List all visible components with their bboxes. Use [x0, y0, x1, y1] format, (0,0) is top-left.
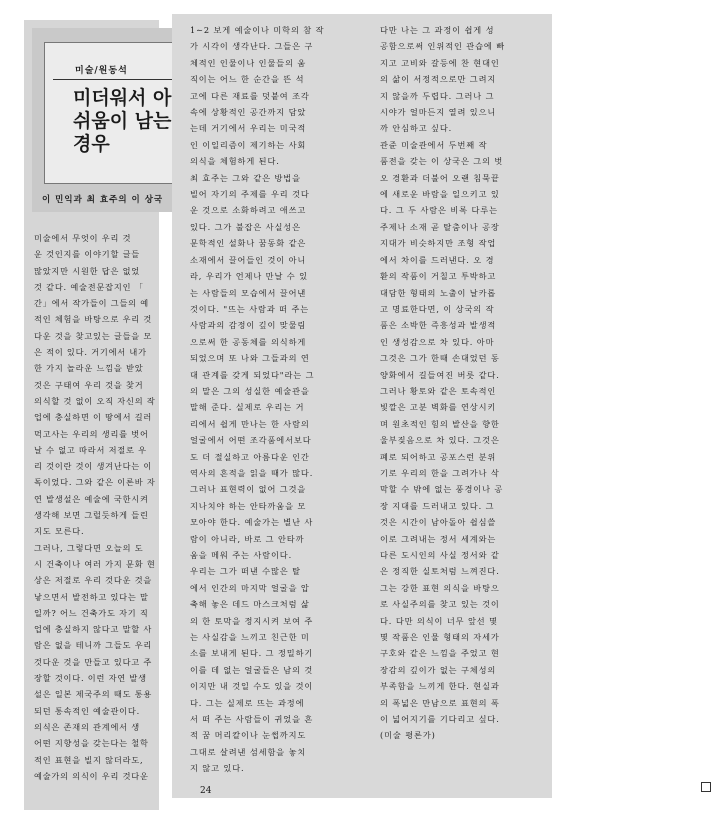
- text-line: 최 효주는 그와 같은 방법을: [190, 172, 301, 183]
- text-line: 는데 거기에서 우리는 미국적: [190, 123, 307, 134]
- text-line: 품전을 갖는 이 상국은 그의 벗: [380, 156, 504, 167]
- text-line: 먹고사는 우리의 생리를 벗어: [34, 428, 149, 439]
- text-line: 그것은 그가 한때 손대었던 동: [380, 353, 500, 364]
- text-line: 은 정직한 실토처럼 느껴진다.: [380, 566, 500, 577]
- text-line: 어떤 지향성을 갖는다는 철학: [34, 738, 149, 749]
- text-line: 있다. 그가 불잡은 사실성은: [190, 221, 301, 232]
- text-line: 미술에서 무엇이 우리 것: [34, 233, 132, 243]
- text-line: 는 사람들의 모습에서 끌어낸: [190, 287, 307, 298]
- text-line: 울부짖음으로 차 있다. 그것은: [380, 435, 500, 446]
- text-line: 시 건축이나 여러 가지 문화 현: [34, 558, 156, 569]
- text-line: 다만 나는 그 과정이 쉽게 성: [380, 25, 495, 35]
- text-column-left: [190, 22, 368, 777]
- text-line: 낳으면서 발전하고 있다는 말: [34, 591, 149, 602]
- text-line: 그러나 황토와 같은 토속적인: [380, 385, 497, 396]
- text-line: 까 안심하고 싶다.: [380, 123, 453, 134]
- text-line: 다. 그는 실제로 뜨는 과정에: [190, 697, 305, 708]
- text-line: 에서 인간의 마지막 얼굴을 압: [190, 582, 310, 593]
- text-line: 인 생성감으로 차 있다. 아마: [380, 336, 495, 347]
- text-line: 도 더 절실하고 아름다운 인간: [190, 451, 310, 462]
- text-line: 축해 놓은 데드 마스크처럼 삶: [190, 599, 310, 610]
- title-box: [32, 28, 182, 212]
- text-line: 연 발생설은 예술에 국한시켜: [34, 493, 149, 504]
- text-line: 구호와 같은 느낌을 주었고 현: [380, 648, 500, 659]
- article-title: 미더워서 아쉬움이 남는 경우: [73, 87, 172, 155]
- text-line: 의식은 존재의 관계에서 생: [34, 721, 141, 732]
- text-line: 적인 체험을 바탕으로 우리 것: [34, 314, 153, 325]
- text-line: 것 같다. 예술전문잡지인 「: [34, 281, 144, 292]
- text-line: 간」에서 작가들이 그들의 예: [34, 298, 149, 309]
- text-line: 다. 다만 의식이 너무 앞선 몇: [380, 615, 498, 626]
- text-line: 라, 우리가 언제나 만날 수 있: [190, 271, 308, 282]
- text-line: 고에 다른 재료를 덧붙여 조각: [190, 90, 310, 101]
- text-line: 지도 모른다.: [34, 526, 85, 537]
- text-line: 그대로 살려낸 섬세함을 놓치: [190, 746, 307, 757]
- text-line: 환의 작품이 거칠고 투박하고: [380, 271, 497, 282]
- text-line: 지고 고비와 갈등에 찬 현대인: [380, 57, 500, 68]
- end-mark: [701, 782, 711, 792]
- text-line: 는 사실감을 느끼고 친근한 미: [190, 632, 310, 643]
- text-line: 생각해 보면 그럴듯하게 들린: [34, 510, 149, 521]
- title-panel: [44, 42, 186, 184]
- text-line: 모아야 한다. 예술가는 별난 사: [190, 517, 314, 528]
- text-line: 부족함을 느끼게 한다. 현실과: [380, 681, 500, 692]
- text-line: 빌어 자기의 주제를 우리 것다: [190, 189, 310, 200]
- text-line: 업에 충실하면 이 땅에서 길러: [34, 412, 153, 423]
- page-number: 24: [200, 786, 212, 796]
- text-line: 장감의 깊이가 없는 구체성의: [380, 664, 497, 675]
- text-line: 공함으로써 인위적인 관습에 빠: [380, 41, 506, 52]
- text-line: 은 적이 있다. 거기에서 내가: [34, 347, 147, 358]
- text-line: 으로써 한 공동체를 의식하게: [190, 336, 307, 347]
- text-line: 운 것으로 소화하려고 애쓰고: [190, 205, 307, 216]
- text-line: 일까? 어느 건축가도 자기 직: [34, 607, 149, 618]
- text-line: 지대가 비슷하지만 조형 작업: [380, 238, 497, 249]
- text-line: 움을 메워 주는 사람이다.: [190, 550, 293, 560]
- text-line: 다. 그 두 사람은 비록 다루는: [380, 205, 498, 216]
- text-line: 것다운 것을 만들고 있다고 주: [34, 656, 153, 667]
- text-line: 이지만 내 것일 수도 있을 것이: [190, 681, 314, 692]
- text-line: 대담한 형태의 노출이 날카롭: [380, 287, 497, 298]
- text-line: 리 것이란 것이 생겨난다는 이: [34, 461, 153, 472]
- left-page-clipping: [24, 20, 172, 810]
- title-rule: [53, 79, 183, 80]
- text-line: 것은 시간이 남아돌아 쉽심쓸: [380, 517, 497, 528]
- text-line: 소재에서 끌어들인 것이 아니: [190, 254, 307, 265]
- text-line: 직이는 어느 한 순간을 뜬 석: [190, 74, 305, 85]
- text-line: 되었으며 또 나와 그들과의 연: [190, 353, 310, 364]
- text-line: 서 떠 주는 사람들이 귀었을 흔: [190, 714, 314, 725]
- right-page: [172, 14, 552, 798]
- text-line: 속에 상황적인 공간까지 담았: [190, 107, 307, 118]
- text-line: 폐로 되어하고 공포스런 분위: [380, 451, 497, 462]
- text-line: (미술 평론가): [380, 730, 436, 741]
- text-line: 적인 표현을 빌지 않더라도,: [34, 754, 144, 765]
- author-line: 이 민익과 최 효주의 이 상국: [42, 195, 164, 205]
- section-label: 미술/원동석: [75, 66, 128, 76]
- text-line: 역사의 흔적을 읽을 때가 많다.: [190, 467, 314, 478]
- text-line: 의 삶이 서정적으로만 그려지: [380, 74, 497, 85]
- text-line: 업에 충실하지 않다고 말할 사: [34, 624, 153, 635]
- text-line: 얼굴에서 어떤 조각품에서보다: [190, 435, 312, 446]
- text-line: 오 경환과 더불어 오랜 침묵끝: [380, 172, 500, 183]
- text-line: 빛깔은 고분 벽화를 연상시키: [380, 402, 497, 413]
- text-line: 이로 그려내는 정서 세계와는: [380, 533, 497, 544]
- text-line: 품은 소박한 즉흥성과 발생적: [380, 320, 497, 331]
- text-line: 그러나 표현력이 없어 그것을: [190, 484, 307, 495]
- text-line: 에서 차이를 드러낸다. 오 경: [380, 254, 495, 265]
- text-line: 장할 것이다. 이런 자연 발생: [34, 673, 147, 684]
- text-line: 많았지만 시원한 답은 없었: [34, 265, 141, 276]
- text-line: 며 원초적인 힘의 발산을 향한: [380, 418, 500, 429]
- text-line: 람이 아니라, 바로 그 안타까: [190, 533, 305, 544]
- text-line: 리에서 쉽게 만나는 한 사람의: [190, 418, 310, 429]
- text-line: 인 이일리즘이 제기하는 사회: [190, 139, 307, 150]
- text-line: 날 수 없고 따라서 저절로 우: [34, 444, 147, 455]
- text-line: 되던 통속적인 예술관이다.: [34, 705, 141, 716]
- text-line: 지 않고 있다.: [190, 763, 245, 774]
- text-line: 것이다. "뜨는 사람과 떠 주는: [190, 303, 310, 314]
- text-line: 다른 도시인의 사실 정서와 같: [380, 550, 500, 560]
- text-line: 로 사실주의를 찾고 있는 것이: [380, 599, 500, 610]
- text-line: 말해 준다. 실제로 우리는 거: [190, 402, 305, 413]
- text-line: 대 관계를 갖게 되었다"라는 그: [190, 369, 315, 380]
- text-line: 고 명료한다면, 이 상국의 작: [380, 303, 495, 314]
- text-line: 의식할 것 없이 오직 자신의 작: [34, 395, 156, 406]
- text-line: 한 가지 놀라운 느낌을 받았: [34, 363, 144, 374]
- text-line: 지나치야 하는 안타까움을 모: [190, 500, 307, 511]
- text-line: 이 넓어지기를 기다리고 싶다.: [380, 714, 500, 725]
- text-line: 의 말은 그의 성실한 예술관을: [190, 385, 310, 396]
- text-line: 양화에서 길들여진 버릇 같다.: [380, 369, 500, 380]
- text-line: 문학적인 설화나 꿈동화 같은: [190, 238, 307, 249]
- text-line: 관쥰 미술관에서 두번째 작: [380, 139, 488, 150]
- text-line: 가 시각이 생각난다. 그들은 구: [190, 41, 314, 52]
- text-line: 의식을 체험하게 된다.: [190, 156, 280, 167]
- text-line: 막할 수 밖에 없는 풍경이나 공: [380, 484, 504, 495]
- text-line: 기로 우리의 한을 그려가나 삭: [380, 467, 500, 478]
- text-line: 장 지대를 드러내고 있다. 그: [380, 500, 495, 511]
- text-line: 독이었다. 그와 같은 이론바 자: [34, 477, 156, 488]
- text-line: 그러나, 그렇다면 오늘의 도: [34, 542, 144, 553]
- text-line: 상은 저절로 우리 것다운 것을: [34, 575, 153, 586]
- text-line: 운 것인지를 이야기할 글들: [34, 249, 141, 260]
- text-line: 다운 것을 찾고있는 글들을 모: [34, 330, 153, 341]
- text-line: 체적인 인물이나 인물들의 움: [190, 57, 307, 68]
- text-line: 그는 강한 표현 의식을 바탕으: [380, 582, 500, 593]
- text-line: 이를 데 없는 얼굴들은 남의 것: [190, 664, 314, 675]
- text-line: 사람과의 감정이 깊이 맞물림: [190, 320, 307, 331]
- text-line: 적 꿈 머리칼이나 눈썹까지도: [190, 730, 307, 741]
- text-line: 에 새로운 바람을 일으키고 있: [380, 189, 500, 200]
- text-line: 예술가의 의식이 우리 것다운: [34, 770, 149, 781]
- text-line: 의 폭넓은 만남으로 표현의 폭: [380, 697, 500, 708]
- text-column-right: [380, 22, 548, 744]
- text-line: 설은 일본 제국주의 때도 통용: [34, 689, 153, 700]
- text-line: 의 한 토막을 정지시켜 보여 주: [190, 615, 314, 626]
- text-line: 지 않을까 두렵다. 그러나 그: [380, 90, 495, 101]
- text-line: 주제나 소재 곧 탈춤이나 공장: [380, 221, 500, 232]
- text-line: 것은 구태여 우리 것을 찾거: [34, 379, 144, 390]
- text-line: 1∼2 보게 예술이나 미학의 참 작: [190, 25, 325, 35]
- left-body-text: [34, 230, 194, 784]
- text-line: 몇 작품은 인물 형태의 자세가: [380, 632, 500, 643]
- text-line: 우리는 그가 떠낸 수많은 탈: [190, 566, 301, 577]
- text-line: 시야가 얼마든지 열려 있으니: [380, 107, 497, 118]
- text-line: 소를 보내게 된다. 그 정밀하기: [190, 648, 314, 659]
- text-line: 람은 없을 테니까 그들도 우리: [34, 640, 153, 651]
